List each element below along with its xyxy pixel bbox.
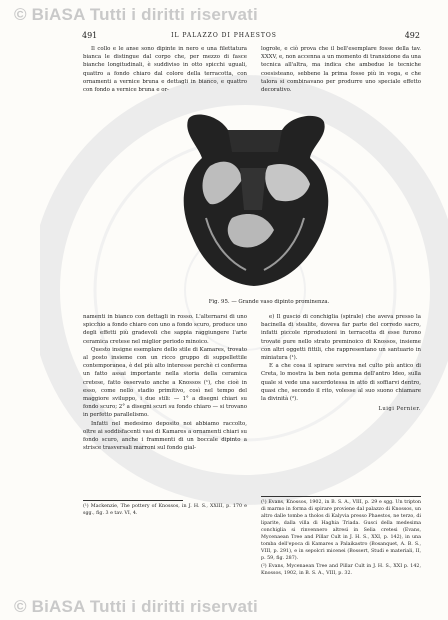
column-left-bottom bbox=[83, 313, 247, 452]
paragraph: Questo insigne esemplare dello stile di Kamares, trovato al posto insieme con un ricco gruppo di suppellettile contemporanea, è del più alto interesse perchè ci conferma un fatto assai importante nella storia della ceramica cretese, fatto osservato anche a Knossos (¹), che cioè in esso, come nello stadio primitivo, così nel tempo del maggiore sviluppo, i due stili: — 1° a disegni chiari su fondo scuro; 2° a disegni scuri su fondo chiaro — si trovano in perfetto parallelismo. bbox=[83, 346, 247, 419]
footnotes-right bbox=[261, 499, 421, 578]
page-number-right: 492 bbox=[404, 31, 420, 40]
footnote-rule-right bbox=[261, 496, 421, 497]
watermark-top: © BiASA Tutti i diritti riservati bbox=[14, 5, 258, 24]
footnotes-left bbox=[83, 503, 247, 518]
column-right-top bbox=[261, 45, 421, 94]
footnote: (¹) Evans, Knossos, 1902, in B. S. A., VIII, p. 29 e sgg. Un tripton di marmo in forma di spirare proviene dal palazzo di Knossos, un altro dalle tombe a tholos di Kalyvia presso Phaestos, ne terzo, di liparite, dalla villa di Haghia Triada. Gusci della medesima conchiglia si rinvennero altresì in Selia cretesi (Evans, Mycenaean Tree and Pillar Cult in J. H. S., XXI, p. 142), in una tomba dell'epoca di Kamares a Palaikastro (Bosanquet, A. B. S., VIII, p. 291), e in sepolcri micenei (Bossert, Studi e materiali, II, p. 59, fig. 287). bbox=[261, 500, 421, 561]
paragraph: Infatti nel medesimo deposito noi abbiamo raccolto, oltre ai soddisfacenti vasi di Kamares a ornamenti chiari su fondo scuro, anche i frammenti di un boccale dipinto a strisce trasversali marroni sul fondo gial- bbox=[83, 420, 247, 452]
column-right-bottom bbox=[261, 313, 421, 415]
running-title: IL PALAZZO DI PHAESTOS bbox=[171, 32, 277, 39]
vase-figure bbox=[170, 106, 340, 294]
paragraph: namenti in bianco con dettagli in rosso. L'alternarsi di uno spicchio a fondo chiaro con uno a fondo scuro, produce uno degli effetti più gradevoli che sappia raggiungere l'arte ceramica cretese nel miglior periodo minoico. bbox=[83, 314, 247, 345]
paragraph: E a che cosa il spirare serviva nel culto più antico di Creta, lo mostra la ben nota gemma dell'antro Ideo, sulla quale si vede una sacerdotessa in atto di soffiarvi dentro, quasi che, secondo il rito, volesse al suo suono chiamare la divinità (²). bbox=[261, 363, 421, 403]
figure-caption: Fig. 95. — Grande vaso dipinto prominenza. bbox=[208, 299, 330, 305]
paragraph: Il collo e le anse sono dipinte in nero e una filettatura bianca le distingue dal corpo che, per mezzo di fasce bianche longitudinali, è suddiviso in otto spicchi uguali, quattro a fondo chiaro dal colore della terracotta, con ornamenti a vernice bruna e dettagli in bianco, e quattro con fondo a vernice bruna e or- bbox=[83, 46, 247, 94]
footnote: (²) Evans, Mycenaean Tree and Pillar Cult in J. H. S., XXI p. 142, Knossos, 1902, in B. S. A., VIII, p. 32. bbox=[261, 564, 421, 576]
paragraph: logrołe, e ciò prova che il bell'esemplare fosse della tav. XXXV, e, non accenna a un momento di transizione da una tecnica all'altra, ma indica che ambedue le tecniche coesisteano, sebbene la prima fosse più in voga, e che talora si combinavano per produrre uno speciale effetto decorativo. bbox=[261, 46, 421, 94]
page-header bbox=[0, 31, 448, 45]
watermark-bottom: © BiASA Tutti i diritti riservati bbox=[14, 597, 258, 616]
footnote-rule-left bbox=[83, 500, 183, 501]
page-number-left: 491 bbox=[82, 31, 98, 40]
author-signature: Luigi Pernier. bbox=[378, 406, 421, 413]
column-left-top bbox=[83, 45, 247, 94]
footnote: (¹) Mackenzie, The pottery of Knossos, in J. H. S., XXIII, p. 170 e sgg., fig. 3 e tav. VI, 4. bbox=[83, 504, 247, 516]
paragraph: e) Il guscio di conchiglia (spirale) che aveva presso la bacinella di stealite, doveva far parte del corredo sacro, infatti piccole riproduzioni in terracotta di esse furono trovate pure nello strato preminoico di Knossos, insieme con altri oggetti fittili, che rappresentano un santuario in miniatura (¹). bbox=[261, 314, 421, 362]
